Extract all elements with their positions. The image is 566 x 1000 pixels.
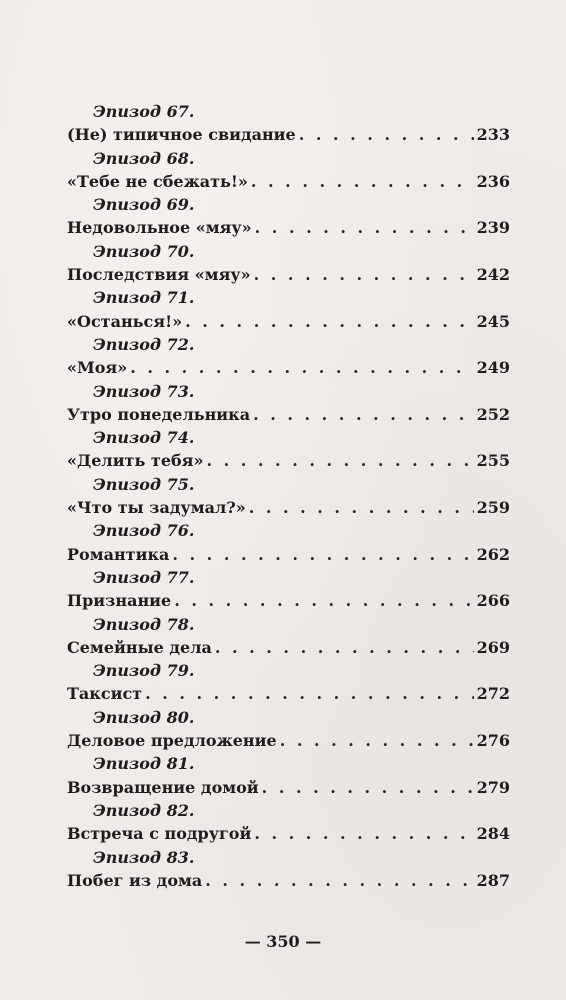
page-number: 269 xyxy=(476,637,510,657)
toc-entry xyxy=(67,729,510,752)
page-footer-number: — 350 — xyxy=(244,932,322,951)
page-number: 279 xyxy=(476,777,510,797)
episode-heading: Эпизод 78. xyxy=(93,614,195,634)
page-number: 252 xyxy=(476,404,510,424)
episode-heading: Эпизод 81. xyxy=(93,754,195,774)
leader-dots xyxy=(172,543,473,566)
table-of-contents xyxy=(67,100,510,892)
episode-heading: Эпизод 67. xyxy=(93,102,195,121)
episode-heading: Эпизод 79. xyxy=(93,661,195,681)
leader-dots xyxy=(299,123,474,146)
chapter-title: Возвращение домой xyxy=(67,777,259,797)
page-number: 259 xyxy=(476,498,510,518)
toc-entry xyxy=(67,589,510,612)
chapter-title: «Моя» xyxy=(67,358,128,378)
leader-dots xyxy=(254,822,473,845)
leader-dots xyxy=(205,869,473,892)
page-number: 266 xyxy=(476,591,510,611)
leader-dots xyxy=(130,356,473,379)
episode-heading: Эпизод 74. xyxy=(93,428,195,448)
toc-entry xyxy=(67,403,510,426)
chapter-title: Последствия «мяу» xyxy=(67,265,251,285)
page-number: 245 xyxy=(476,311,510,331)
toc-entry xyxy=(67,310,510,333)
leader-dots xyxy=(280,729,474,752)
page-number: 262 xyxy=(476,544,510,564)
toc-entry xyxy=(67,356,510,379)
leader-dots xyxy=(174,589,473,612)
episode-heading: Эпизод 71. xyxy=(93,288,195,308)
chapter-title: Таксист xyxy=(67,684,143,704)
chapter-title: «Что ты задумал?» xyxy=(67,498,246,518)
chapter-title: Утро понедельника xyxy=(67,404,251,424)
toc-entry xyxy=(67,449,510,472)
episode-heading: Эпизод 77. xyxy=(93,567,195,587)
leader-dots xyxy=(206,449,473,472)
leader-dots xyxy=(185,310,473,333)
episode-heading: Эпизод 72. xyxy=(93,334,195,354)
page-number: 287 xyxy=(476,870,510,890)
toc-entry xyxy=(67,776,510,799)
page-number: 239 xyxy=(476,218,510,238)
leader-dots xyxy=(253,403,474,426)
episode-heading: Эпизод 69. xyxy=(93,195,195,215)
chapter-title: Встреча с подругой xyxy=(67,824,252,844)
page-number: 255 xyxy=(476,451,510,471)
episode-heading: Эпизод 75. xyxy=(93,474,195,494)
toc-entry xyxy=(67,496,510,519)
chapter-title: «Останься!» xyxy=(67,311,183,331)
page-number: 272 xyxy=(476,684,510,704)
leader-dots xyxy=(215,636,474,659)
toc-entry xyxy=(67,123,510,146)
episode-heading: Эпизод 76. xyxy=(93,521,195,541)
chapter-title: Романтика xyxy=(67,544,170,564)
chapter-title: «Делить тебя» xyxy=(67,451,204,471)
episode-heading: Эпизод 82. xyxy=(93,800,195,820)
chapter-title: Деловое предложение xyxy=(67,731,277,751)
toc-entry xyxy=(67,263,510,286)
episode-heading: Эпизод 70. xyxy=(93,241,195,261)
episode-heading: Эпизод 80. xyxy=(93,707,195,727)
leader-dots xyxy=(254,263,474,286)
chapter-title: Побег из дома xyxy=(67,870,203,890)
leader-dots xyxy=(262,776,474,799)
toc-entry xyxy=(67,682,510,705)
toc-entry xyxy=(67,216,510,239)
chapter-title: Семейные дела xyxy=(67,637,212,657)
chapter-title: «Тебе не сбежать!» xyxy=(67,171,248,191)
page-number: 233 xyxy=(476,125,510,145)
page-number: 236 xyxy=(476,171,510,191)
leader-dots xyxy=(255,216,474,239)
toc-entry xyxy=(67,822,510,845)
chapter-title: (Не) типичное свидание xyxy=(67,125,296,145)
episode-heading: Эпизод 83. xyxy=(93,847,195,867)
chapter-title: Признание xyxy=(67,591,172,611)
leader-dots xyxy=(145,682,474,705)
toc-entry xyxy=(67,543,510,566)
toc-entry xyxy=(67,636,510,659)
toc-entry xyxy=(67,869,510,892)
episode-heading: Эпизод 73. xyxy=(93,381,195,401)
leader-dots xyxy=(249,496,474,519)
leader-dots xyxy=(251,170,474,193)
page-number: 249 xyxy=(476,358,510,378)
page-number: 276 xyxy=(476,731,510,751)
page-number: 242 xyxy=(476,265,510,285)
toc-entry xyxy=(67,170,510,193)
page-number: 284 xyxy=(476,824,510,844)
episode-heading: Эпизод 68. xyxy=(93,148,195,168)
chapter-title: Недовольное «мяу» xyxy=(67,218,252,238)
